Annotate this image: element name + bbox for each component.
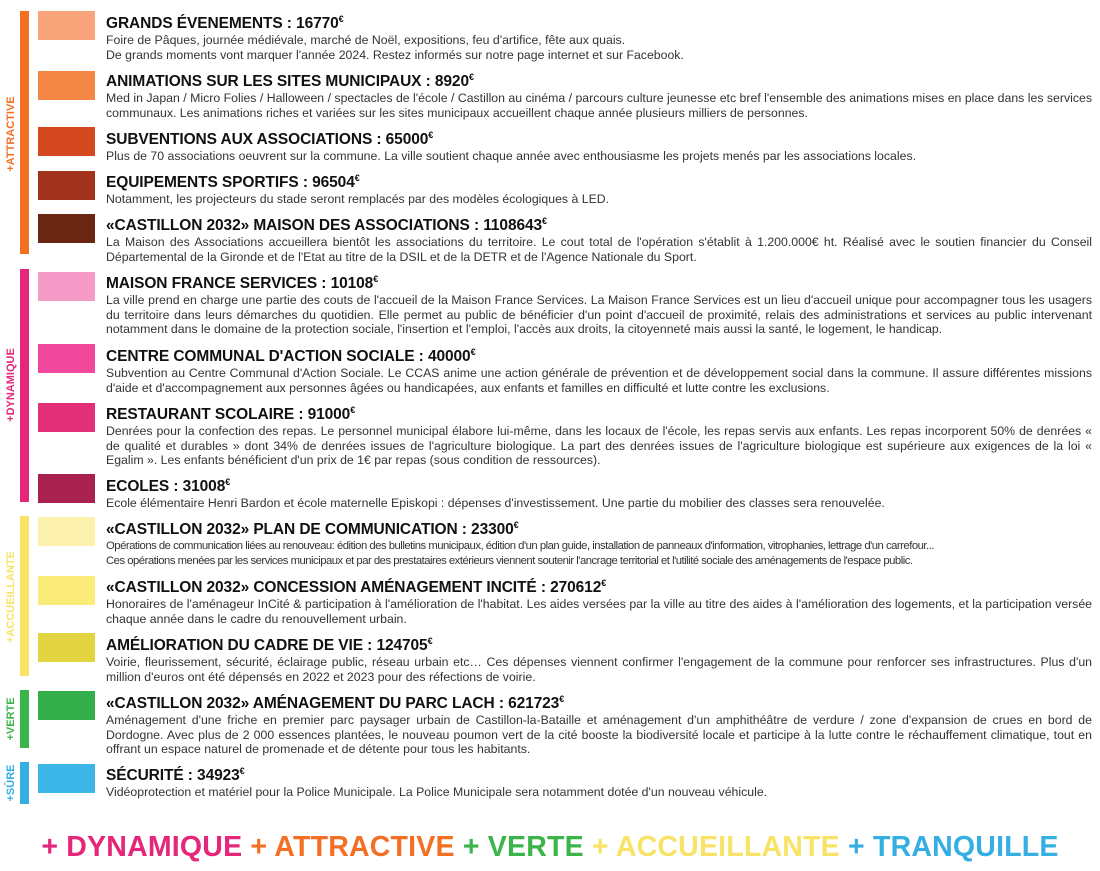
slogan-accueillante: + ACCUEILLANTE (591, 831, 840, 863)
currency-symbol: € (350, 405, 356, 415)
currency-symbol: € (373, 274, 379, 284)
item-description: Ces opérations menées par les services municipaux et par des prestataires extérieurs viennent soutenir l'ancrage territorial et l'utilité sociale des aménagements de l'espace public. (106, 554, 913, 567)
item-description: La ville prend en charge une partie des couts de l'accueil de la Maison France Services. La Maison France Services est un lieu d'accueil unique pour accompagner tous les usagers du territoire dans leurs démarches du quotidien. Elle permet au public de bénéficier d'un point d'accueil de proximité, relais des administrations et services au public intervenant notamment dans le domaine de la protection sociale, l'insertion et l'emploi, l'accès aux droits, la citoyenneté mais aussi la santé, le logement, le handicap. (106, 293, 1092, 337)
category-bar-accueillante (20, 516, 29, 676)
item-title: RESTAURANT SCOLAIRE : 91000€ (106, 405, 356, 423)
currency-symbol: € (559, 694, 565, 704)
budget-item (106, 169, 1092, 207)
item-color-swatch (38, 517, 95, 546)
item-description: Denrées pour la confection des repas. Le personnel municipal élabore lui-même, dans les locaux de l'école, les repas servis aux enfants. Les repas incorporent 50% de denrées « de qualité et durables » dont 34% de denrées issues de l'agriculture biologique. La part des denrées issues de l'agriculture biologique est supérieure aux exigences de la loi « Egalim ». Les enfants bénéficient d'un prix de 1€ par repas (sous condition de ressources). (106, 424, 1092, 468)
item-description: Aménagement d'une friche en premier parc paysager urbain de Castillon-la-Bataille et aménagement d'un amphithéâtre de verdure / zone d'expansion de crues en bord de Dordogne. Avec plus de 2 000 essences plantées, le nouveau poumon vert de la cité booste la biodiversité locale et participe à la lutte contre le réchauffement climatique, tout en offrant un espace naturel de promenade et de détente pour tous les habitants. (106, 713, 1092, 757)
budget-item (106, 690, 1092, 757)
currency-symbol: € (428, 130, 434, 140)
currency-symbol: € (427, 636, 433, 646)
budget-item (106, 762, 1092, 800)
currency-symbol: € (513, 520, 519, 530)
slogan-verte: + VERTE (462, 831, 584, 863)
budget-item (106, 68, 1092, 120)
budget-item (106, 10, 1092, 62)
currency-symbol: € (542, 216, 547, 226)
budget-item (106, 632, 1092, 684)
slogan-dynamique: + DYNAMIQUE (41, 831, 243, 863)
category-bar-dynamique (20, 269, 29, 502)
item-title: ECOLES : 31008€ (106, 477, 231, 495)
budget-item (106, 270, 1092, 337)
item-color-swatch (38, 272, 95, 301)
budget-item (106, 574, 1092, 626)
item-color-swatch (38, 576, 95, 605)
item-description: Opérations de communication liées au renouveau: édition des bulletins municipaux, édition d'un plan guide, installation de panneaux d'information, vitrophanies, lettrage d'un carrefour... (106, 540, 934, 552)
item-color-swatch (38, 171, 95, 200)
item-title: CENTRE COMMUNAL D'ACTION SOCIALE : 40000€ (106, 347, 476, 365)
item-description: Notamment, les projecteurs du stade seront remplacés par des modèles écologiques à LED. (106, 192, 610, 206)
item-color-swatch (38, 71, 95, 100)
category-label-accueillante: +ACCUEILLANTE (5, 551, 17, 643)
item-description: Ecole élémentaire Henri Bardon et école maternelle Episkopi : dépenses d'investissement. Une partie du mobilier des classes sera renouvelée. (106, 496, 885, 510)
item-title: «CASTILLON 2032» CONCESSION AMÉNAGEMENT INCITÉ : 270612€ (106, 578, 607, 596)
item-title: GRANDS ÉVENEMENTS : 16770€ (106, 14, 344, 32)
budget-item (106, 401, 1092, 468)
category-label-attractive: +ATTRACTIVE (5, 96, 17, 172)
item-color-swatch (38, 474, 95, 503)
category-label-sure: +SÛRE (5, 764, 17, 802)
slogan-tranquille: + TRANQUILLE (848, 831, 1059, 863)
item-description: Subvention au Centre Communal d'Action Sociale. Le CCAS anime une action générale de prévention et de développement social dans la commune. Il assure différentes missions d'aide et d'accompagnement aux personnes âgées ou handicapées, aux enfants et familles en difficulté et lutte contre les exclusions. (106, 366, 1092, 395)
category-bar-sure (20, 762, 29, 804)
category-bar-attractive (20, 11, 29, 254)
item-color-swatch (38, 764, 95, 793)
currency-symbol: € (354, 173, 360, 183)
slogan (0, 831, 1100, 864)
item-title: «CASTILLON 2032» AMÉNAGEMENT DU PARC LACH : 621723€ (106, 694, 565, 712)
item-color-swatch (38, 11, 95, 40)
item-title: «CASTILLON 2032» MAISON DES ASSOCIATIONS : 1108643€ (106, 216, 547, 234)
item-description: Honoraires de l'aménageur InCité & participation à l'amélioration de l'habitat. Les aides versées par la ville au titre des aides à l'amélioration des logements, et la participation versée chaque année dans le cadre du renouvellement urbain. (106, 597, 1092, 626)
item-color-swatch (38, 344, 95, 373)
currency-symbol: € (601, 578, 607, 588)
item-description: Voirie, fleurissement, sécurité, éclairage public, réseau urbain etc… Ces dépenses viennent confirmer l'engagement de la commune pour renforcer ses infrastructures. Plus d'un million d'euros ont été dépensés en 2022 et 2023 pour des réfections de voirie. (106, 655, 1092, 684)
item-description: La Maison des Associations accueillera bientôt les associations du territoire. Le cout total de l'opération s'établit à 1.200.000€ ht. Réalisé avec le soutien financier du Conseil Départemental de la Gironde et de l'Etat au titre de la DSIL et de la DETR et de l'Agence Nationale du Sport. (106, 235, 1092, 264)
category-label-dynamique: +DYNAMIQUE (5, 348, 17, 422)
item-color-swatch (38, 127, 95, 156)
item-color-swatch (38, 214, 95, 243)
budget-item (106, 473, 1092, 511)
item-color-swatch (38, 633, 95, 662)
item-color-swatch (38, 403, 95, 432)
item-title: AMÉLIORATION DU CADRE DE VIE : 124705€ (106, 636, 433, 654)
item-description: Plus de 70 associations oeuvrent sur la commune. La ville soutient chaque année avec enthousiasme les projets menés par les associations locales. (106, 149, 917, 163)
category-label-verte: +VERTE (5, 697, 17, 741)
budget-item (106, 212, 1092, 264)
currency-symbol: € (225, 477, 231, 487)
budget-item (106, 516, 1092, 568)
item-color-swatch (38, 691, 95, 720)
currency-symbol: € (239, 766, 245, 776)
slogan-attractive: + ATTRACTIVE (250, 831, 455, 863)
currency-symbol: € (468, 72, 474, 82)
item-title: SUBVENTIONS AUX ASSOCIATIONS : 65000€ (106, 130, 434, 148)
item-title: SÉCURITÉ : 34923€ (106, 766, 245, 784)
item-description: Foire de Pâques, journée médiévale, marché de Noël, expositions, feu d'artifice, fête aux quais. (106, 33, 626, 47)
currency-symbol: € (338, 14, 344, 24)
category-bar-verte (20, 690, 29, 748)
item-title: ANIMATIONS SUR LES SITES MUNICIPAUX : 8920€ (106, 72, 474, 90)
item-title: «CASTILLON 2032» PLAN DE COMMUNICATION : 23300€ (106, 520, 519, 538)
budget-item (106, 343, 1092, 395)
item-description: Vidéoprotection et matériel pour la Police Municipale. La Police Municipale sera notamment dotée d'un nouveau véhicule. (106, 785, 768, 799)
currency-symbol: € (470, 347, 476, 357)
budget-item (106, 126, 1092, 164)
item-title: MAISON FRANCE SERVICES : 10108€ (106, 274, 379, 292)
item-description: Med in Japan / Micro Folies / Halloween / spectacles de l'école / Castillon au cinéma / parcours culture jeunesse etc bref l'ensemble des animations mises en place dans les services communaux. Les animations riches et variées sur les sites municipaux accueillent chaque année plusieurs milliers de personnes. (106, 91, 1092, 120)
item-description: De grands moments vont marquer l'année 2024. Restez informés sur notre page internet et sur Facebook. (106, 47, 684, 62)
item-title: EQUIPEMENTS SPORTIFS : 96504€ (106, 173, 360, 191)
